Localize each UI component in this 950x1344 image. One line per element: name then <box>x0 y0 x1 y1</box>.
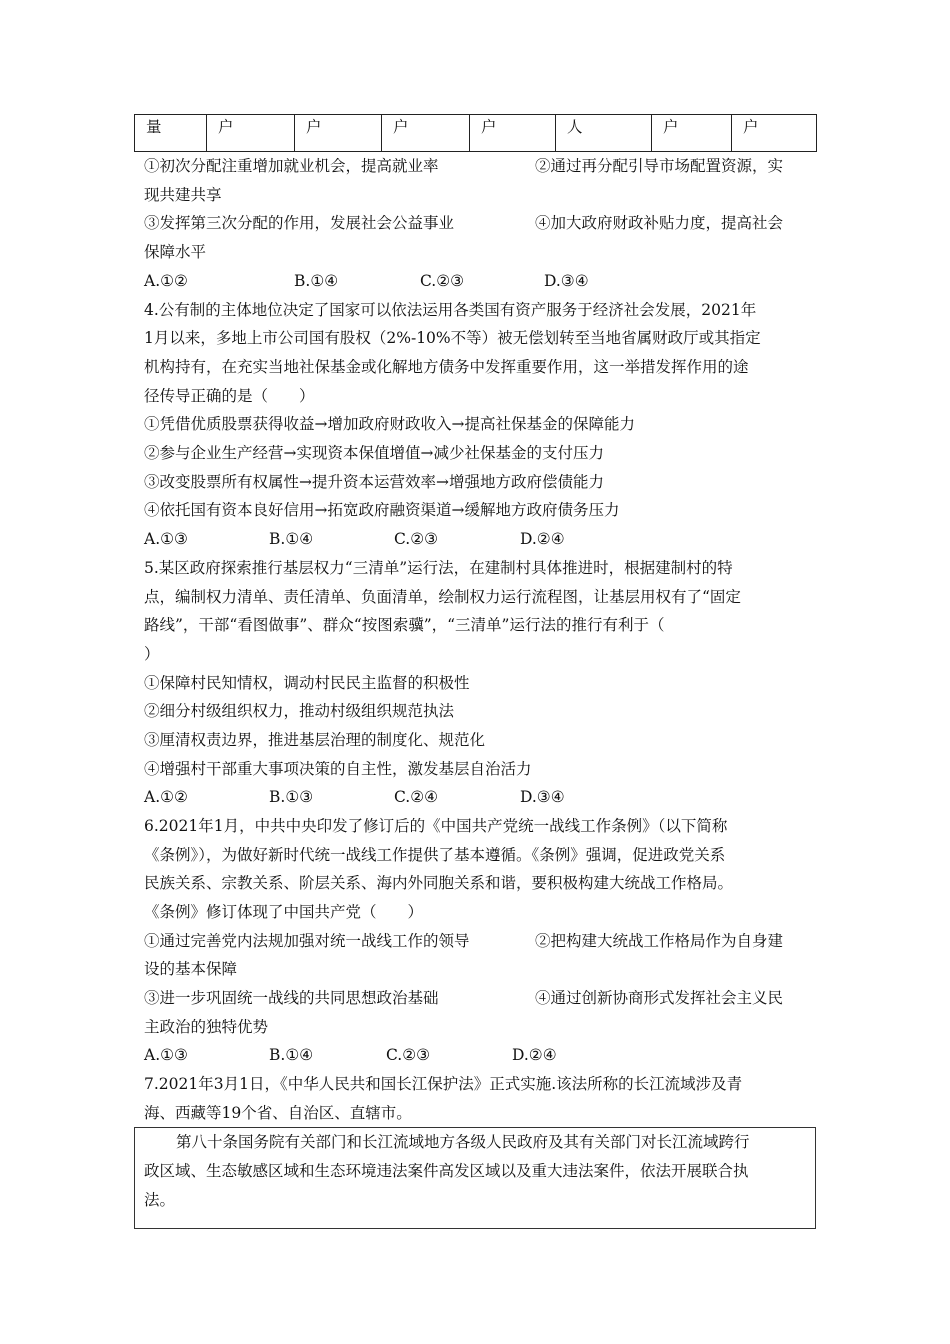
q6-option-2: ②把构建大统战工作格局作为自身建 <box>535 932 784 950</box>
q3-answer-c: C.②③ <box>420 272 465 290</box>
q4-answer-b: B.①④ <box>269 530 314 548</box>
table-cell: 户 <box>470 115 556 152</box>
q5-option-3: ③厘清权责边界，推进基层治理的制度化、规范化 <box>144 731 486 749</box>
q4-stem-line: 径传导正确的是（ ） <box>144 387 315 405</box>
q5-stem-line: 路线”，干部“看图做事”、群众“按图索骥”，“三清单”运行法的推行有利于（ <box>144 616 665 634</box>
q3-option-2: ②通过再分配引导市场配置资源，实 <box>535 157 784 175</box>
q3-answer-a: A.①② <box>144 272 188 290</box>
q5-answer-c: C.②④ <box>394 788 439 806</box>
law-excerpt-line: 政区域、生态敏感区域和生态环境违法案件高发区域以及重大违法案件，依法开展联合执 <box>144 1162 749 1180</box>
q5-option-1: ①保障村民知情权，调动村民民主监督的积极性 <box>144 674 470 692</box>
q4-answer-d: D.②④ <box>520 530 565 548</box>
q6-option-4: ④通过创新协商形式发挥社会主义民 <box>535 989 784 1007</box>
household-table <box>134 114 817 152</box>
q6-option-1: ①通过完善党内法规加强对统一战线工作的领导 <box>144 932 470 950</box>
q6-stem-line: 《条例》），为做好新时代统一战线工作提供了基本遵循。《条例》强调，促进政党关系 <box>144 846 726 864</box>
q5-answer-a: A.①② <box>144 788 188 806</box>
q6-option-2-cont: 设的基本保障 <box>144 960 238 978</box>
q7-stem-line: 海、西藏等19个省、自治区、直辖市。 <box>144 1104 412 1122</box>
table-cell: 户 <box>652 115 732 152</box>
table-cell: 户 <box>732 115 817 152</box>
q3-option-4: ④加大政府财政补贴力度，提高社会 <box>535 214 784 232</box>
q6-stem-line: 6.2021年1月，中共中央印发了修订后的《中国共产党统一战线工作条例》（以下简称 <box>144 817 728 835</box>
q4-stem-line: 机构持有，在充实当地社保基金或化解地方债务中发挥重要作用，这一举措发挥作用的途 <box>144 358 749 376</box>
q5-answer-d: D.③④ <box>520 788 565 806</box>
q5-stem-line: 点，编制权力清单、责任清单、负面清单，绘制权力运行流程图，让基层用权有了“固定 <box>144 588 741 606</box>
q4-answer-a: A.①③ <box>144 530 188 548</box>
q6-answer-c: C.②③ <box>386 1046 431 1064</box>
q4-stem-line: 4.公有制的主体地位决定了国家可以依法运用各类国有资产服务于经济社会发展，2021年 <box>144 301 757 319</box>
q4-option-1: ①凭借优质股票获得收益→增加政府财政收入→提高社保基金的保障能力 <box>144 415 635 433</box>
q5-answer-b: B.①③ <box>269 788 314 806</box>
q3-option-1: ①初次分配注重增加就业机会，提高就业率 <box>144 157 439 175</box>
q4-option-4: ④依托国有资本良好信用→拓宽政府融资渠道→缓解地方政府债务压力 <box>144 501 620 519</box>
q5-option-4: ④增强村干部重大事项决策的自主性，激发基层自治活力 <box>144 760 532 778</box>
law-excerpt-box <box>134 1127 816 1229</box>
table-cell: 户 <box>382 115 470 152</box>
q6-answer-a: A.①③ <box>144 1046 188 1064</box>
q6-stem-line: 《条例》修订体现了中国共产党（ ） <box>144 903 424 921</box>
law-excerpt-line: 第八十条国务院有关部门和长江流域地方各级人民政府及其有关部门对长江流域跨行 <box>176 1133 750 1151</box>
q6-answer-d: D.②④ <box>512 1046 557 1064</box>
q3-answer-b: B.①④ <box>294 272 339 290</box>
q4-option-2: ②参与企业生产经营→实现资本保值增值→减少社保基金的支付压力 <box>144 444 604 462</box>
law-excerpt-line: 法。 <box>144 1191 176 1209</box>
q3-option-4-cont: 保障水平 <box>144 243 207 261</box>
q6-stem-line: 民族关系、宗教关系、阶层关系、海内外同胞关系和谐，要积极构建大统战工作格局。 <box>144 874 734 892</box>
q6-answer-b: B.①④ <box>269 1046 314 1064</box>
table-row <box>135 115 817 152</box>
q3-answer-d: D.③④ <box>544 272 589 290</box>
table-cell: 户 <box>207 115 295 152</box>
table-cell: 户 <box>295 115 382 152</box>
q6-option-4-cont: 主政治的独特优势 <box>144 1018 269 1036</box>
q4-answer-c: C.②③ <box>394 530 439 548</box>
q3-option-2-cont: 现共建共享 <box>144 186 222 204</box>
q6-option-3: ③进一步巩固统一战线的共同思想政治基础 <box>144 989 439 1007</box>
q3-option-3: ③发挥第三次分配的作用，发展社会公益事业 <box>144 214 455 232</box>
q4-stem-line: 1月以来，多地上市公司国有股权（2%-10%不等）被无偿划转至当地省属财政厅或其指定 <box>144 329 761 347</box>
table-cell: 人 <box>556 115 652 152</box>
q5-stem-line: 5.某区政府探索推行基层权力“三清单”运行法，在建制村具体推进时，根据建制村的特 <box>144 559 733 577</box>
q7-stem-line: 7.2021年3月1日，《中华人民共和国长江保护法》正式实施.该法所称的长江流域涉及青 <box>144 1075 743 1093</box>
table-cell: 量 <box>135 115 207 152</box>
q5-option-2: ②细分村级组织权力，推动村级组织规范执法 <box>144 702 455 720</box>
q4-option-3: ③改变股票所有权属性→提升资本运营效率→增强地方政府偿债能力 <box>144 473 604 491</box>
q5-stem-line: ） <box>144 645 160 663</box>
